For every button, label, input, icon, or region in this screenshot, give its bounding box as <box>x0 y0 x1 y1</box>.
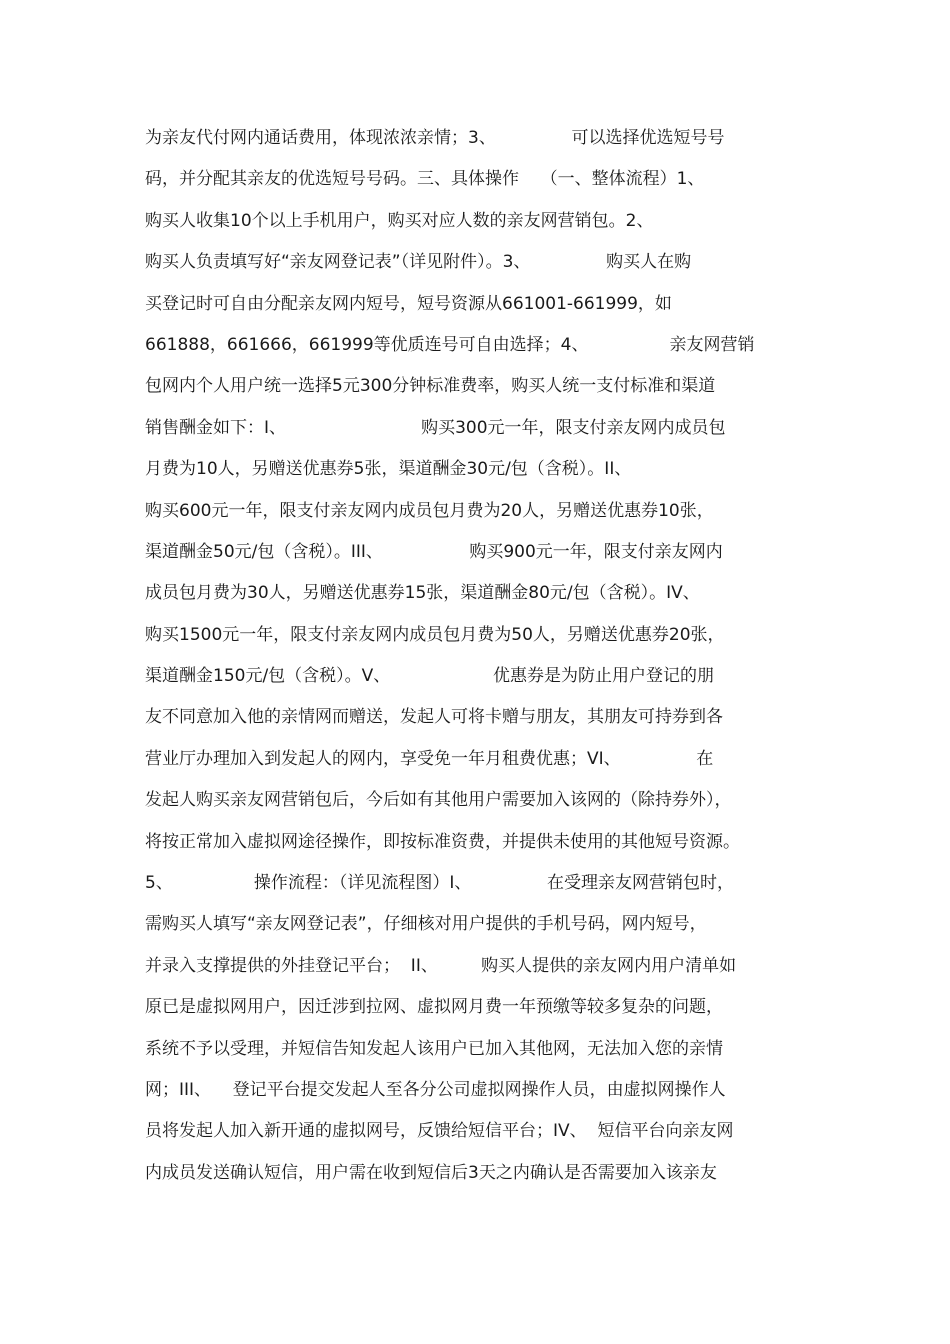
text-line: 员将发起人加入新开通的虚拟网号，反馈给短信平台；IV、 短信平台向亲友网 <box>145 1121 734 1142</box>
text-line: 661888，661666，661999等优质连号可自由选择；4、 亲友网营销 <box>145 334 755 355</box>
text-line: 将按正常加入虚拟网途径操作，即按标准资费，并提供未使用的其他短号资源。 <box>145 831 740 852</box>
text-line: 营业厅办理加入到发起人的网内，享受免一年月租费优惠；VI、 在 <box>145 748 714 769</box>
text-line: 网；III、 登记平台提交发起人至各分公司虚拟网操作人员，由虚拟网操作人 <box>145 1079 726 1100</box>
text-line: 为亲友代付网内通话费用，体现浓浓亲情；3、 可以选择优选短号号 <box>145 128 725 148</box>
text-line: 需购买人填写“亲友网登记表”，仔细核对用户提供的手机号码，网内短号， <box>145 914 707 935</box>
text-line: 友不同意加入他的亲情网而赠送，发起人可将卡赠与朋友，其朋友可持券到各 <box>145 707 723 728</box>
text-line: 渠道酬金150元/包（含税）。V、 优惠券是为防止用户登记的朋 <box>145 666 714 687</box>
text-line: 成员包月费为30人，另赠送优惠券15张，渠道酬金80元/包（含税）。IV、 <box>145 583 700 604</box>
text-line: 购买人收集10个以上手机用户，购买对应人数的亲友网营销包。2、 <box>145 210 654 231</box>
text-line: 原已是虚拟网用户，因迁涉到拉网、虚拟网月费一年预缴等较多复杂的问题， <box>145 997 723 1018</box>
text-line: 码，并分配其亲友的优选短号号码。三、具体操作 （一、整体流程）1、 <box>145 169 705 190</box>
text-line: 销售酬金如下：I、 购买300元一年，限支付亲友网内成员包 <box>145 417 726 438</box>
text-line: 购买人负责填写好“亲友网登记表”（详见附件）。3、 购买人在购 <box>145 252 692 273</box>
text-line: 买登记时可自由分配亲友网内短号，短号资源从661001-661999，如 <box>145 293 672 314</box>
text-line: 购买600元一年，限支付亲友网内成员包月费为20人，另赠送优惠券10张， <box>145 500 714 521</box>
text-line: 购买1500元一年，限支付亲友网内成员包月费为50人，另赠送优惠券20张， <box>145 624 725 645</box>
text-line: 系统不予以受理，并短信告知发起人该用户已加入其他网，无法加入您的亲情 <box>145 1038 723 1059</box>
document-body <box>145 118 810 1194</box>
text-line: 并录入支撑提供的外挂登记平台； II、 购买人提供的亲友网内用户清单如 <box>145 955 737 976</box>
text-line: 发起人购买亲友网营销包后，今后如有其他用户需要加入该网的（除持券外）， <box>145 790 732 811</box>
text-line: 包网内个人用户统一选择5元300分钟标准费率，购买人统一支付标准和渠道 <box>145 376 716 397</box>
text-line: 5、 操作流程：（详见流程图）I、 在受理亲友网营销包时， <box>145 873 735 894</box>
text-line: 月费为10人，另赠送优惠券5张，渠道酬金30元/包（含税）。II、 <box>145 459 632 480</box>
text-line: 内成员发送确认短信，用户需在收到短信后3天之内确认是否需要加入该亲友 <box>145 1162 717 1183</box>
text-line: 渠道酬金50元/包（含税）。III、 购买900元一年，限支付亲友网内 <box>145 541 723 562</box>
